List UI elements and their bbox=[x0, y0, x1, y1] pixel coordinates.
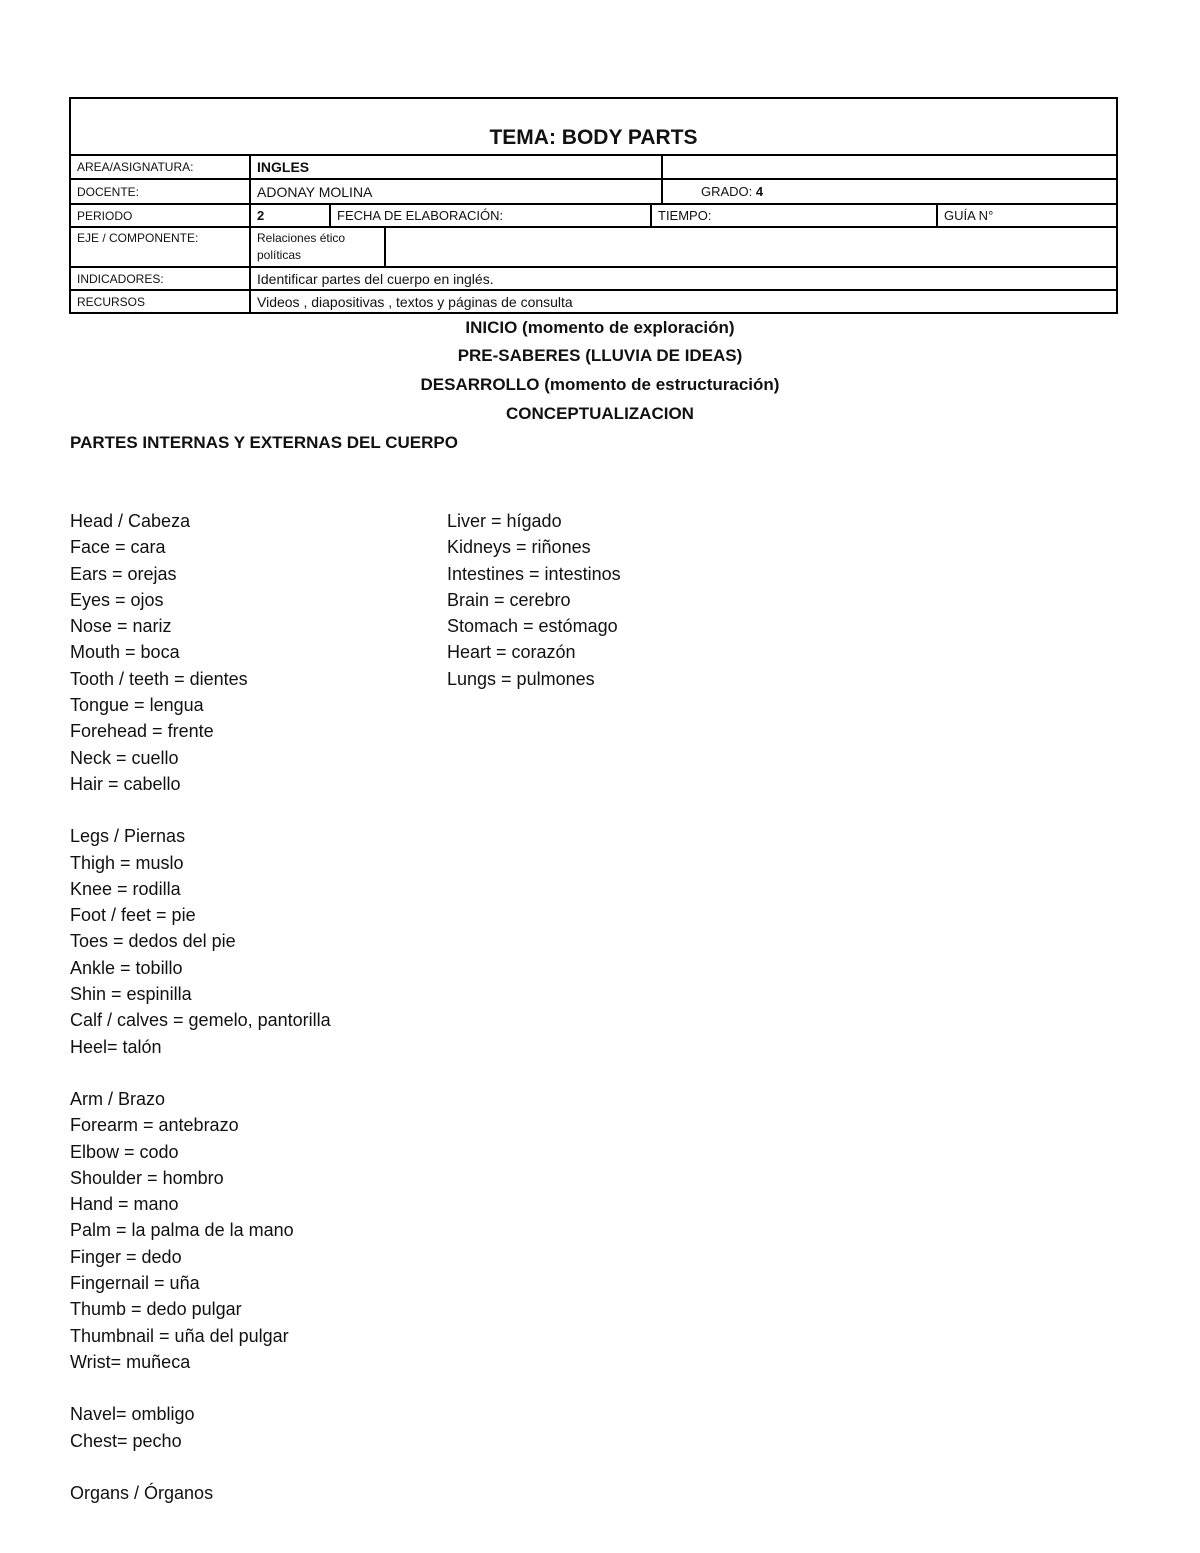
periodo-value: 2 bbox=[251, 205, 331, 226]
eje-blank bbox=[386, 228, 1116, 266]
list-item: Finger = dedo bbox=[70, 1246, 182, 1267]
area-blank bbox=[663, 156, 1116, 178]
row-indicadores bbox=[71, 268, 1116, 291]
list-item: Fingernail = uña bbox=[70, 1273, 200, 1294]
list-item: Arm / Brazo bbox=[70, 1088, 166, 1109]
docente-value: ADONAY MOLINA bbox=[251, 180, 663, 203]
row-area bbox=[71, 156, 1116, 180]
list-item: Navel= ombligo bbox=[70, 1404, 195, 1425]
heading-partes: PARTES INTERNAS Y EXTERNAS DEL CUERPO bbox=[70, 433, 458, 452]
list-item: Thumb = dedo pulgar bbox=[70, 1299, 242, 1320]
list-item: Eyes = ojos bbox=[70, 589, 164, 610]
fecha-label: FECHA DE ELABORACIÓN: bbox=[331, 205, 652, 226]
eje-value-line2: políticas bbox=[257, 248, 302, 262]
legs-group bbox=[70, 823, 331, 1060]
periodo-label: PERIODO bbox=[71, 205, 251, 226]
list-item: Head / Cabeza bbox=[70, 511, 191, 531]
list-item: Kidneys = riñones bbox=[447, 537, 591, 558]
list-item: Thigh = muslo bbox=[70, 852, 184, 873]
list-item: Liver = hígado bbox=[447, 511, 562, 531]
list-item: Calf / calves = gemelo, pantorilla bbox=[70, 1010, 331, 1031]
list-item: Chest= pecho bbox=[70, 1430, 182, 1451]
list-item: Neck = cuello bbox=[70, 747, 179, 768]
list-item: Tongue = lengua bbox=[70, 695, 204, 716]
list-item: Wrist= muñeca bbox=[70, 1351, 191, 1372]
heading-presaberes: PRE-SABERES (LLUVIA DE IDEAS) bbox=[457, 346, 743, 365]
header-table bbox=[69, 97, 1118, 314]
list-item: Heel= talón bbox=[70, 1036, 162, 1057]
recursos-value: Videos , diapositivas , textos y páginas de consulta bbox=[257, 293, 573, 310]
grado-cell bbox=[663, 180, 1116, 203]
head-group bbox=[70, 508, 331, 797]
indicadores-value: Identificar partes del cuerpo en inglés. bbox=[257, 270, 494, 287]
list-item: Hair = cabello bbox=[70, 773, 181, 794]
eje-value bbox=[251, 228, 386, 266]
list-item: Shin = espinilla bbox=[70, 984, 192, 1005]
list-item: Forearm = antebrazo bbox=[70, 1115, 239, 1136]
list-item: Shoulder = hombro bbox=[70, 1167, 224, 1188]
organs-heading: Organs / Órganos bbox=[70, 1482, 214, 1503]
arm-group bbox=[70, 1086, 331, 1375]
heading-desarrollo: DESARROLLO (momento de estructuración) bbox=[420, 375, 780, 394]
recursos-label: RECURSOS bbox=[71, 291, 251, 312]
list-item: Intestines = intestinos bbox=[447, 563, 621, 584]
list-item: Heart = corazón bbox=[447, 642, 576, 663]
grado-value: 4 bbox=[755, 184, 764, 199]
row-eje bbox=[71, 228, 1116, 268]
area-value: INGLES bbox=[251, 156, 663, 178]
list-item: Legs / Piernas bbox=[70, 826, 186, 847]
row-periodo bbox=[71, 205, 1116, 228]
docente-label: DOCENTE: bbox=[71, 180, 251, 203]
list-item: Toes = dedos del pie bbox=[70, 931, 236, 952]
tiempo-label: TIEMPO: bbox=[652, 205, 938, 226]
list-item: Mouth = boca bbox=[70, 642, 180, 663]
heading-conceptualizacion: CONCEPTUALIZACION bbox=[506, 404, 694, 423]
grado-label: GRADO: bbox=[701, 184, 753, 199]
row-docente bbox=[71, 180, 1116, 205]
vocab-left-column bbox=[70, 508, 331, 1506]
list-item: Nose = nariz bbox=[70, 616, 172, 637]
vocab-right-column bbox=[447, 508, 621, 692]
document-title: TEMA: BODY PARTS bbox=[71, 99, 1116, 156]
list-item: Hand = mano bbox=[70, 1194, 179, 1215]
list-item: Palm = la palma de la mano bbox=[70, 1220, 294, 1241]
list-item: Brain = cerebro bbox=[447, 589, 571, 610]
eje-label: EJE / COMPONENTE: bbox=[71, 228, 251, 266]
list-item: Ankle = tobillo bbox=[70, 957, 183, 978]
list-item: Forehead = frente bbox=[70, 721, 214, 742]
list-item: Tooth / teeth = dientes bbox=[70, 668, 248, 689]
list-item: Elbow = codo bbox=[70, 1141, 179, 1162]
indicadores-label: INDICADORES: bbox=[71, 268, 251, 289]
list-item: Lungs = pulmones bbox=[447, 668, 595, 689]
list-item: Foot / feet = pie bbox=[70, 905, 196, 926]
list-item: Ears = orejas bbox=[70, 563, 177, 584]
list-item: Stomach = estómago bbox=[447, 616, 618, 637]
list-item: Knee = rodilla bbox=[70, 878, 181, 899]
list-item: Thumbnail = uña del pulgar bbox=[70, 1325, 289, 1346]
row-recursos bbox=[71, 291, 1116, 312]
heading-inicio: INICIO (momento de exploración) bbox=[465, 318, 735, 337]
list-item: Face = cara bbox=[70, 537, 166, 558]
torso-group bbox=[70, 1401, 331, 1454]
guia-label: GUÍA N° bbox=[944, 208, 994, 223]
area-label: AREA/ASIGNATURA: bbox=[71, 156, 251, 178]
eje-value-line1: Relaciones ético bbox=[257, 231, 346, 245]
